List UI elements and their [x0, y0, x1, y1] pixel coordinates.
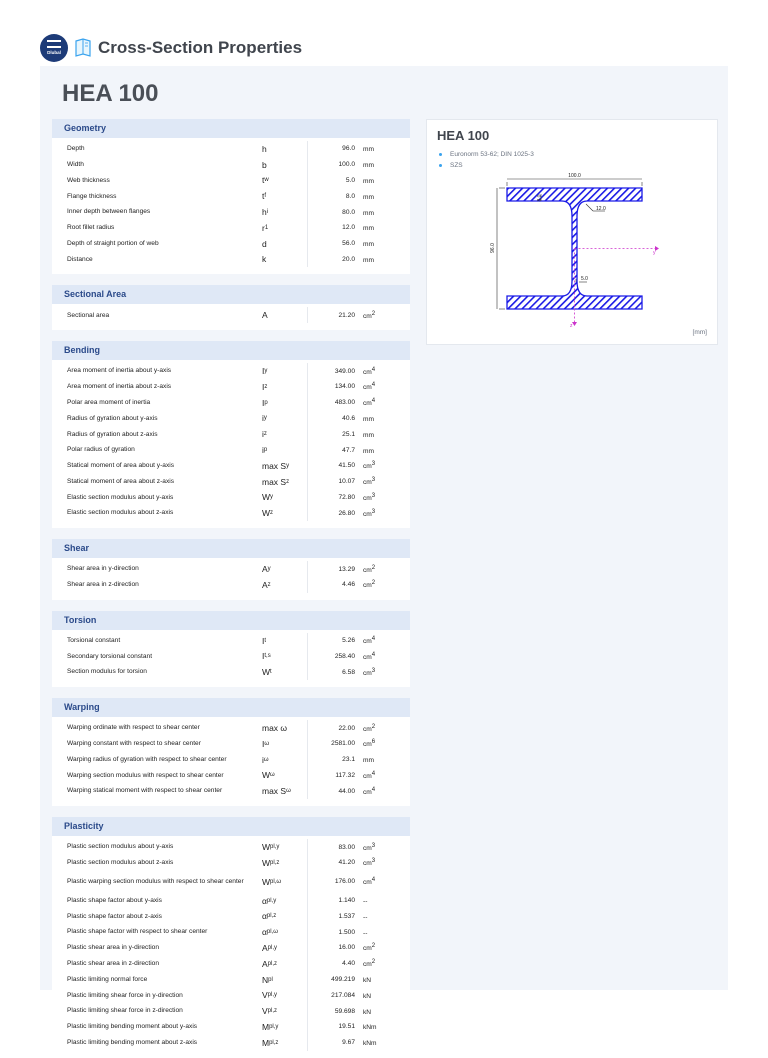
table-row: [52, 307, 410, 323]
property-description: Distance: [67, 255, 93, 263]
property-unit: $cm^3$: [363, 492, 376, 502]
property-symbol: W ω: [260, 768, 308, 784]
table-row: [52, 490, 410, 506]
section-gap: [52, 687, 410, 698]
property-unit: mm: [363, 757, 374, 765]
property-description: Plastic shear area in y-direction: [67, 944, 159, 952]
property-symbol: h i: [260, 204, 308, 220]
property-symbol: I t: [260, 633, 308, 649]
property-description: Statical moment of area about z-axis: [67, 477, 175, 485]
section-body: [52, 717, 410, 806]
section-header-sectional-area: Sectional Area: [52, 285, 410, 304]
property-unit: $cm^3$: [363, 508, 376, 518]
table-row: [52, 956, 410, 972]
property-value: 96.0: [342, 145, 355, 153]
property-value: 19.51: [338, 1023, 355, 1031]
property-value: 9.67: [342, 1039, 355, 1047]
property-symbol: W z: [260, 505, 308, 521]
property-value: 1.537: [338, 912, 355, 920]
dim-flange: 8.0: [537, 194, 543, 202]
axis-z-label: z: [570, 323, 573, 329]
property-symbol: t f: [260, 188, 308, 204]
property-unit: $cm^4$: [363, 651, 376, 661]
table-row: [52, 871, 410, 893]
property-symbol: b: [260, 157, 308, 173]
property-unit: mm: [363, 241, 374, 249]
property-value: 59.698: [334, 1007, 355, 1015]
property-symbol: i p: [260, 442, 308, 458]
table-row: [52, 752, 410, 768]
property-value: 2581.00: [331, 740, 355, 748]
property-description: Plastic limiting normal force: [67, 975, 148, 983]
table-row: [52, 577, 410, 593]
table-row: [52, 395, 410, 411]
cross-section-figure: [426, 119, 718, 345]
property-description: Sectional area: [67, 311, 110, 319]
table-row: [52, 363, 410, 379]
property-unit: $cm^2$: [363, 580, 376, 590]
property-symbol: A pl,z: [260, 956, 308, 972]
property-value: 13.29: [338, 565, 355, 573]
table-row: [52, 839, 410, 855]
property-description: Depth: [67, 145, 85, 153]
property-value: 117.32: [335, 771, 355, 779]
property-description: Polar radius of gyration: [67, 446, 135, 454]
property-value: 47.7: [342, 446, 355, 454]
property-symbol: I z: [260, 379, 308, 395]
axis-y-label: y: [653, 250, 656, 256]
property-unit: kNm: [363, 1024, 377, 1032]
property-symbol: i z: [260, 426, 308, 442]
property-unit: $cm^3$: [363, 477, 376, 487]
section-body: [52, 360, 410, 528]
section-body: [52, 138, 410, 274]
property-description: Radius of gyration about y-axis: [67, 414, 158, 422]
property-description: Plastic shape factor about z-axis: [67, 912, 162, 920]
property-value: 1.500: [338, 928, 355, 936]
property-symbol: α pl,z: [260, 909, 308, 925]
property-description: Plastic shear area in z-direction: [67, 960, 159, 968]
property-value: 349.00: [334, 367, 355, 375]
property-unit: $cm^4$: [363, 877, 376, 887]
property-description: Root fillet radius: [67, 224, 115, 232]
property-value: 44.00: [338, 787, 355, 795]
property-symbol: max S y: [260, 458, 308, 474]
section-header-shear: Shear: [52, 539, 410, 558]
property-value: 20.0: [342, 255, 355, 263]
table-row: [52, 188, 410, 204]
property-symbol: A pl,y: [260, 940, 308, 956]
table-row: [52, 720, 410, 736]
table-row: [52, 1035, 410, 1051]
property-unit: $cm^2$: [363, 943, 376, 953]
property-description: Flange thickness: [67, 192, 117, 200]
property-value: 41.50: [338, 462, 355, 470]
table-row: [52, 236, 410, 252]
dlubal-logo: Dlubal: [40, 34, 68, 62]
property-description: Shear area in z-direction: [67, 581, 139, 589]
property-unit: $cm^4$: [363, 398, 376, 408]
table-row: [52, 141, 410, 157]
property-value: 4.40: [342, 960, 355, 968]
table-row: [52, 972, 410, 988]
table-row: [52, 204, 410, 220]
property-unit: $cm^4$: [363, 382, 376, 392]
property-unit: mm: [363, 431, 374, 439]
property-symbol: I t,s: [260, 649, 308, 665]
property-symbol: W t: [260, 664, 308, 680]
property-unit: mm: [363, 415, 374, 423]
property-description: Warping section modulus with respect to shear center: [67, 771, 224, 779]
section-gap: [52, 528, 410, 539]
table-row: [52, 783, 410, 799]
table-row: [52, 1003, 410, 1019]
property-value: 483.00: [334, 399, 355, 407]
property-unit: kN: [363, 1008, 372, 1016]
property-description: Warping statical moment with respect to shear center: [67, 787, 223, 795]
property-description: Secondary torsional constant: [67, 652, 153, 660]
property-unit: mm: [363, 177, 374, 185]
property-unit: mm: [363, 193, 374, 201]
property-description: Inner depth between flanges: [67, 208, 151, 216]
property-symbol: W y: [260, 490, 308, 506]
property-symbol: t w: [260, 173, 308, 189]
property-value: 5.0: [345, 176, 355, 184]
property-description: Area moment of inertia about z-axis: [67, 383, 172, 391]
property-symbol: M pl,z: [260, 1035, 308, 1051]
property-description: Warping ordinate with respect to shear center: [67, 724, 200, 732]
property-symbol: h: [260, 141, 308, 157]
property-description: Shear area in y-direction: [67, 565, 139, 573]
property-unit: mm: [363, 209, 374, 217]
table-row: [52, 474, 410, 490]
property-value: 21.20: [338, 311, 355, 319]
property-unit: $cm^4$: [363, 770, 376, 780]
property-description: Area moment of inertia about y-axis: [67, 367, 172, 375]
property-symbol: V pl,y: [260, 987, 308, 1003]
property-symbol: α pl,ω: [260, 924, 308, 940]
property-value: 6.58: [342, 668, 355, 676]
property-symbol: W pl,ω: [260, 871, 308, 893]
section-body: [52, 304, 410, 330]
property-symbol: N pl: [260, 972, 308, 988]
property-value: 10.07: [338, 478, 355, 486]
property-symbol: I ω: [260, 736, 308, 752]
property-symbol: A z: [260, 577, 308, 593]
property-symbol: i y: [260, 411, 308, 427]
property-unit: $cm^4$: [363, 786, 376, 796]
table-row: [52, 442, 410, 458]
unit-label: [mm]: [692, 329, 707, 336]
property-unit: $cm^2$: [363, 959, 376, 969]
table-row: [52, 768, 410, 784]
property-symbol: V pl,z: [260, 1003, 308, 1019]
property-unit: $cm^6$: [363, 739, 376, 749]
property-unit: --: [363, 929, 368, 937]
axes: [575, 249, 656, 323]
z-axis-arrow-icon: [572, 322, 577, 326]
property-value: 72.80: [338, 493, 355, 501]
table-row: [52, 736, 410, 752]
section-gap: [52, 274, 410, 285]
property-symbol: d: [260, 236, 308, 252]
property-symbol: A: [260, 307, 308, 323]
property-value: 4.46: [342, 581, 355, 589]
property-value: 40.6: [342, 414, 355, 422]
profile-title: HEA 100: [62, 80, 159, 107]
y-axis-arrow-icon: [655, 246, 659, 251]
section-gap: [52, 806, 410, 817]
property-value: 258.40: [334, 652, 355, 660]
property-symbol: k: [260, 252, 308, 268]
property-symbol: max ω: [260, 720, 308, 736]
i-beam-drawing: [427, 120, 719, 346]
section-body: [52, 630, 410, 687]
property-symbol: M pl,y: [260, 1019, 308, 1035]
property-unit: $cm^2$: [363, 310, 376, 320]
section-gap: [52, 600, 410, 611]
table-row: [52, 855, 410, 871]
property-description: Elastic section modulus about y-axis: [67, 493, 174, 501]
table-row: [52, 924, 410, 940]
section-header-warping: Warping: [52, 698, 410, 717]
property-description: Web thickness: [67, 176, 110, 184]
property-description: Warping constant with respect to shear center: [67, 740, 201, 748]
property-value: 41.20: [338, 859, 355, 867]
property-description: Depth of straight portion of web: [67, 239, 159, 247]
table-row: [52, 379, 410, 395]
property-description: Plastic limiting bending moment about z-axis: [67, 1039, 198, 1047]
table-row: [52, 649, 410, 665]
property-value: 26.80: [338, 509, 355, 517]
dim-fillet: 12.0: [596, 206, 606, 212]
property-unit: kN: [363, 977, 372, 985]
property-description: Plastic limiting shear force in y-direction: [67, 991, 183, 999]
property-symbol: I y: [260, 363, 308, 379]
property-description: Elastic section modulus about z-axis: [67, 509, 174, 517]
table-row: [52, 909, 410, 925]
section-header-torsion: Torsion: [52, 611, 410, 630]
property-description: Plastic shape factor with respect to shear center: [67, 928, 208, 936]
property-value: 8.0: [345, 192, 355, 200]
property-value: 25.1: [342, 430, 355, 438]
property-value: 499.219: [331, 976, 355, 984]
table-row: [52, 220, 410, 236]
property-value: 176.00: [334, 878, 355, 886]
property-value: 1.140: [338, 897, 355, 905]
section-header-bending: Bending: [52, 341, 410, 360]
property-description: Plastic shape factor about y-axis: [67, 896, 162, 904]
property-unit: $cm^4$: [363, 636, 376, 646]
property-unit: mm: [363, 146, 374, 154]
property-symbol: A y: [260, 561, 308, 577]
property-description: Polar area moment of inertia: [67, 398, 151, 406]
section-body: [52, 558, 410, 600]
property-description: Width: [67, 160, 84, 168]
table-row: [52, 987, 410, 1003]
property-symbol: max S z: [260, 474, 308, 490]
property-value: 134.00: [334, 383, 355, 391]
section-body: [52, 836, 410, 1058]
property-value: 100.0: [338, 161, 355, 169]
table-row: [52, 411, 410, 427]
table-row: [52, 1019, 410, 1035]
property-unit: $cm^2$: [363, 564, 376, 574]
property-unit: mm: [363, 162, 374, 170]
property-symbol: W pl,y: [260, 839, 308, 855]
property-description: Statical moment of area about y-axis: [67, 462, 175, 470]
table-row: [52, 664, 410, 680]
table-row: [52, 458, 410, 474]
page-header: [40, 32, 302, 64]
property-unit: mm: [363, 447, 374, 455]
book-icon: [74, 38, 92, 58]
property-unit: $cm^2$: [363, 723, 376, 733]
table-row: [52, 252, 410, 268]
property-description: Plastic section modulus about z-axis: [67, 859, 174, 867]
dim-web: 5.0: [581, 276, 588, 282]
property-unit: --: [363, 913, 368, 921]
property-symbol: α pl,y: [260, 893, 308, 909]
property-value: 16.00: [338, 944, 355, 952]
property-unit: mm: [363, 225, 374, 233]
table-row: [52, 940, 410, 956]
property-value: 217.084: [331, 991, 355, 999]
property-symbol: r 1: [260, 220, 308, 236]
table-row: [52, 426, 410, 442]
table-row: [52, 633, 410, 649]
property-symbol: i ω: [260, 752, 308, 768]
table-row: [52, 157, 410, 173]
property-unit: $cm^3$: [363, 858, 376, 868]
standard-item: SZS: [439, 160, 534, 171]
property-description: Plastic warping section modulus with respect to shear center: [67, 877, 244, 885]
properties-table: [52, 119, 410, 1058]
property-description: Radius of gyration about z-axis: [67, 430, 158, 438]
property-description: Plastic limiting bending moment about y-axis: [67, 1023, 198, 1031]
property-unit: --: [363, 898, 368, 906]
page-title: Cross-Section Properties: [98, 38, 303, 57]
property-unit: kN: [363, 992, 372, 1000]
property-unit: kNm: [363, 1040, 377, 1048]
table-row: [52, 893, 410, 909]
property-description: Plastic limiting shear force in z-direction: [67, 1007, 183, 1015]
property-unit: $cm^3$: [363, 461, 376, 471]
content-panel: [40, 66, 728, 1048]
property-unit: $cm^3$: [363, 667, 376, 677]
figure-title: HEA 100: [437, 128, 490, 143]
section-gap: [52, 330, 410, 341]
property-unit: mm: [363, 256, 374, 264]
section-header-plasticity: Plasticity: [52, 817, 410, 836]
property-value: 23.1: [342, 756, 355, 764]
table-row: [52, 505, 410, 521]
property-value: 56.0: [342, 240, 355, 248]
dim-height: 96.0: [490, 243, 496, 253]
property-symbol: max S ω: [260, 783, 308, 799]
table-row: [52, 561, 410, 577]
property-description: Plastic section modulus about y-axis: [67, 843, 174, 851]
property-description: Torsional constant: [67, 636, 121, 644]
property-value: 12.0: [342, 224, 355, 232]
table-row: [52, 173, 410, 189]
dim-width: 100.0: [568, 173, 581, 179]
property-value: 83.00: [338, 843, 355, 851]
property-unit: $cm^4$: [363, 366, 376, 376]
property-value: 5.26: [342, 637, 355, 645]
section-header-geometry: Geometry: [52, 119, 410, 138]
property-unit: $cm^3$: [363, 842, 376, 852]
property-description: Warping radius of gyration with respect to shear center: [67, 755, 227, 763]
property-value: 22.00: [338, 724, 355, 732]
property-value: 80.0: [342, 208, 355, 216]
property-symbol: I p: [260, 395, 308, 411]
property-symbol: W pl,z: [260, 855, 308, 871]
standard-item: Euronorm 53-62; DIN 1025-3: [439, 149, 534, 160]
property-description: Section modulus for torsion: [67, 668, 147, 676]
